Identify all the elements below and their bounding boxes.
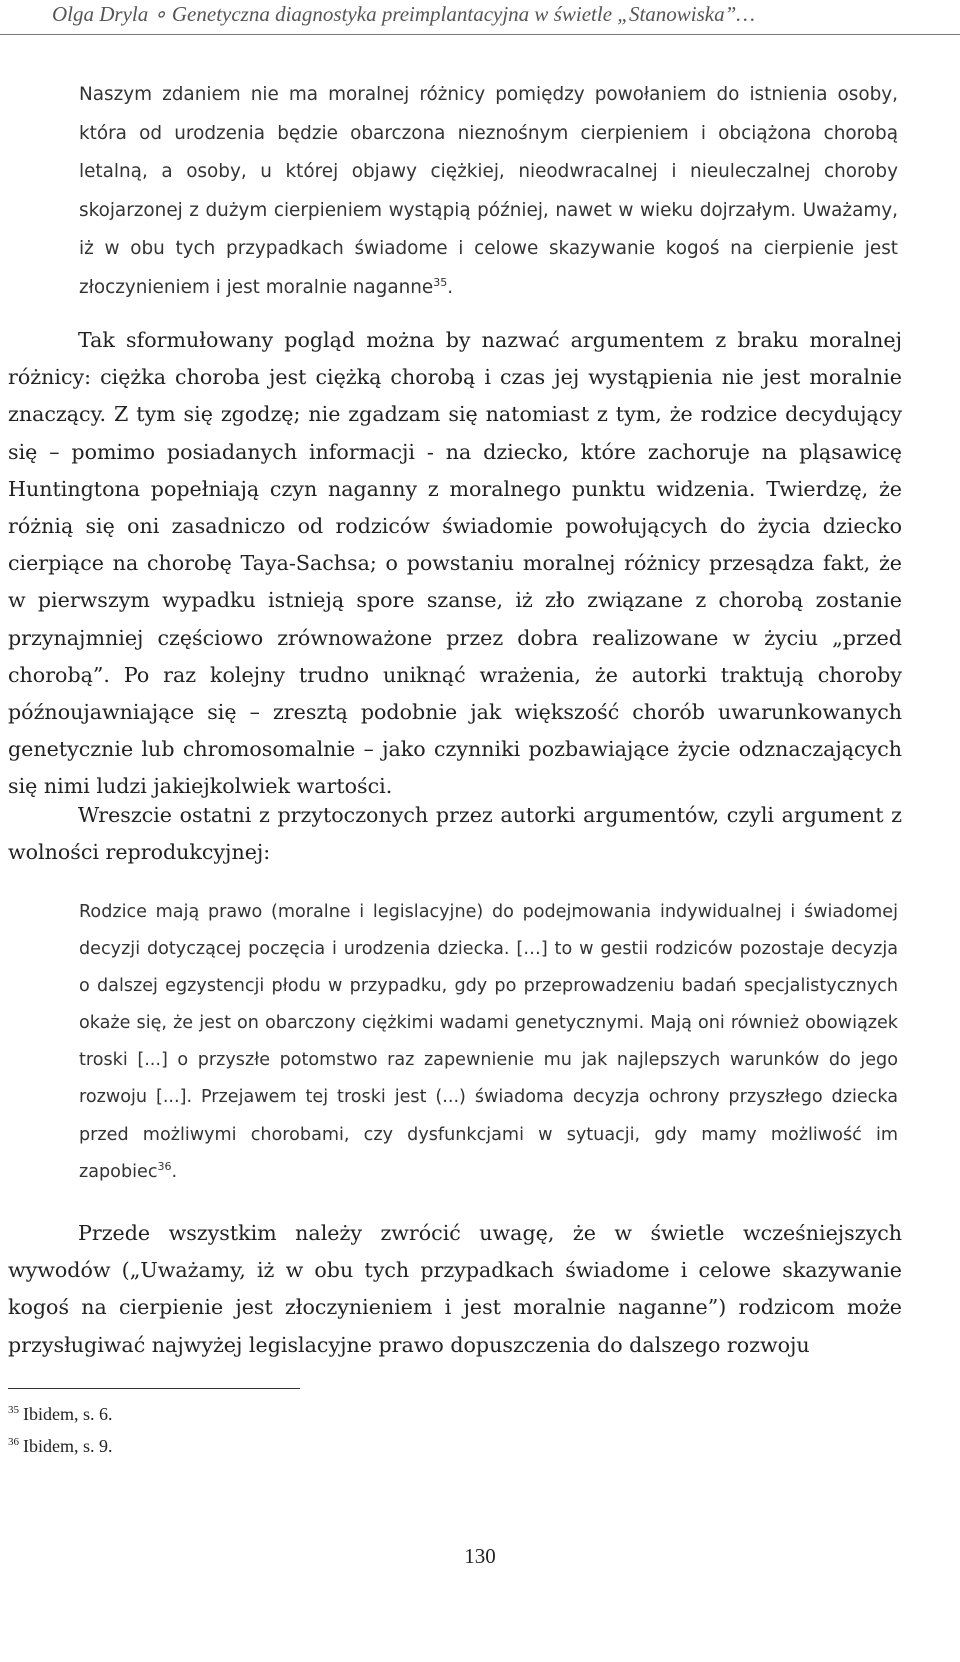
body-paragraph-argument: Tak sformułowany pogląd można by nazwać argumentem z braku moralnej różnicy: ciężka choroba jest ciężką chorobą i czas jej wystąpienia nie jest moralnie znaczący. Z tym się zgodzę; nie zgadzam się natomiast z tym, że rodzice decydujący się – pomimo posiadanych informacji - na dziecko, które zachoruje na pląsawicę Huntingtona popełniają czyn naganny z moralnego punktu widzenia. Twierdzę, że różnią się oni zasadniczo od rodziców świadomie powołujących do życia dziecko cierpiące na chorobę Taya-Sachsa; o powstaniu moralnej różnicy przesądza fakt, że w pierwszym wypadku istnieją spore szanse, iż zło związane z chorobą zostanie przynajmniej częściowo zrównoważone przez dobra realizowane w życiu „przed chorobą”. Po raz kolejny trudno uniknąć wrażenia, że autorki traktują choroby późnoujawniające się – zresztą podobnie jak większość chorób uwarunkowanych genetycznie lub chromosomalnie – jako czynniki pozbawiające życie odznaczających się nimi ludzi jakiejkolwiek wartości.	[8, 328, 902, 799]
footnote-separator	[8, 1388, 300, 1389]
quoted-paragraph-tail: .	[447, 276, 454, 298]
footnote-35	[8, 1404, 113, 1425]
footnote-number: 36	[8, 1436, 19, 1448]
block-quote-tail: .	[171, 1161, 178, 1182]
footnote-text: Ibidem, s. 6.	[23, 1404, 113, 1424]
body-paragraph-conclusion: Przede wszystkim należy zwrócić uwagę, że w świetle wcześniejszych wywodów („Uważamy, iż w obu tych przypadkach świadome i celowe skazywanie kogoś na cierpienie jest złoczynieniem i jest moralnie naganne”) rodzicom może przysługiwać najwyżej legislacyjne prawo dopuszczenia do dalszego rozwoju	[8, 1221, 902, 1357]
page-number: 130	[464, 1544, 496, 1568]
body-paragraph-intro: Wreszcie ostatni z przytoczonych przez autorki argumentów, czyli argument z wolności reprodukcyjnej:	[8, 803, 902, 865]
footnote-text: Ibidem, s. 9.	[23, 1436, 113, 1456]
quoted-paragraph	[79, 76, 898, 307]
running-title: Olga Dryla ∘ Genetyczna diagnostyka preimplantacyjna w świetle „Stanowiska”…	[52, 2, 755, 26]
block-quote-text: Rodzice mają prawo (moralne i legislacyjne) do podejmowania indywidualnej i świadomej decyzji dotyczącej poczęcia i urodzenia dziecka. […] to w gestii rodziców pozostaje decyzja o dalszej egzystencji płodu w przypadku, gdy po przeprowadzeniu badań specjalistycznych okaże się, że jest on obarczony ciężkimi wadami genetycznymi. Mają oni również obowiązek troski [...] o przyszłe potomstwo raz zapewnienie mu jak najlepszych warunków do jego rozwoju [...]. Przejawem tej troski jest (...) świadoma decyzja ochrony przyszłego dziecka przed możliwymi chorobami, czy dysfunkcjami w sytuacji, gdy mamy możliwość im zapobiec	[79, 902, 898, 1182]
footnote-36	[8, 1436, 113, 1457]
footnote-number: 35	[8, 1404, 19, 1416]
block-quote	[79, 894, 898, 1191]
quoted-paragraph-text: Naszym zdaniem nie ma moralnej różnicy pomiędzy powołaniem do istnienia osoby, która od urodzenia będzie obarczona nieznośnym cierpieniem i obciążona chorobą letalną, a osoby, u której objawy ciężkiej, nieodwracalnej i nieuleczalnej choroby skojarzonej z dużym cierpieniem wystąpią później, nawet w wieku dojrzałym. Uważamy, iż w obu tych przypadkach świadome i celowe skazywanie kogoś na cierpienie jest złoczynieniem i jest moralnie naganne	[79, 84, 898, 298]
footnote-ref-35[interactable]: 35	[433, 275, 448, 289]
running-header	[0, 0, 960, 40]
header-rule	[0, 34, 960, 35]
footnote-ref-36[interactable]: 36	[157, 1159, 172, 1173]
